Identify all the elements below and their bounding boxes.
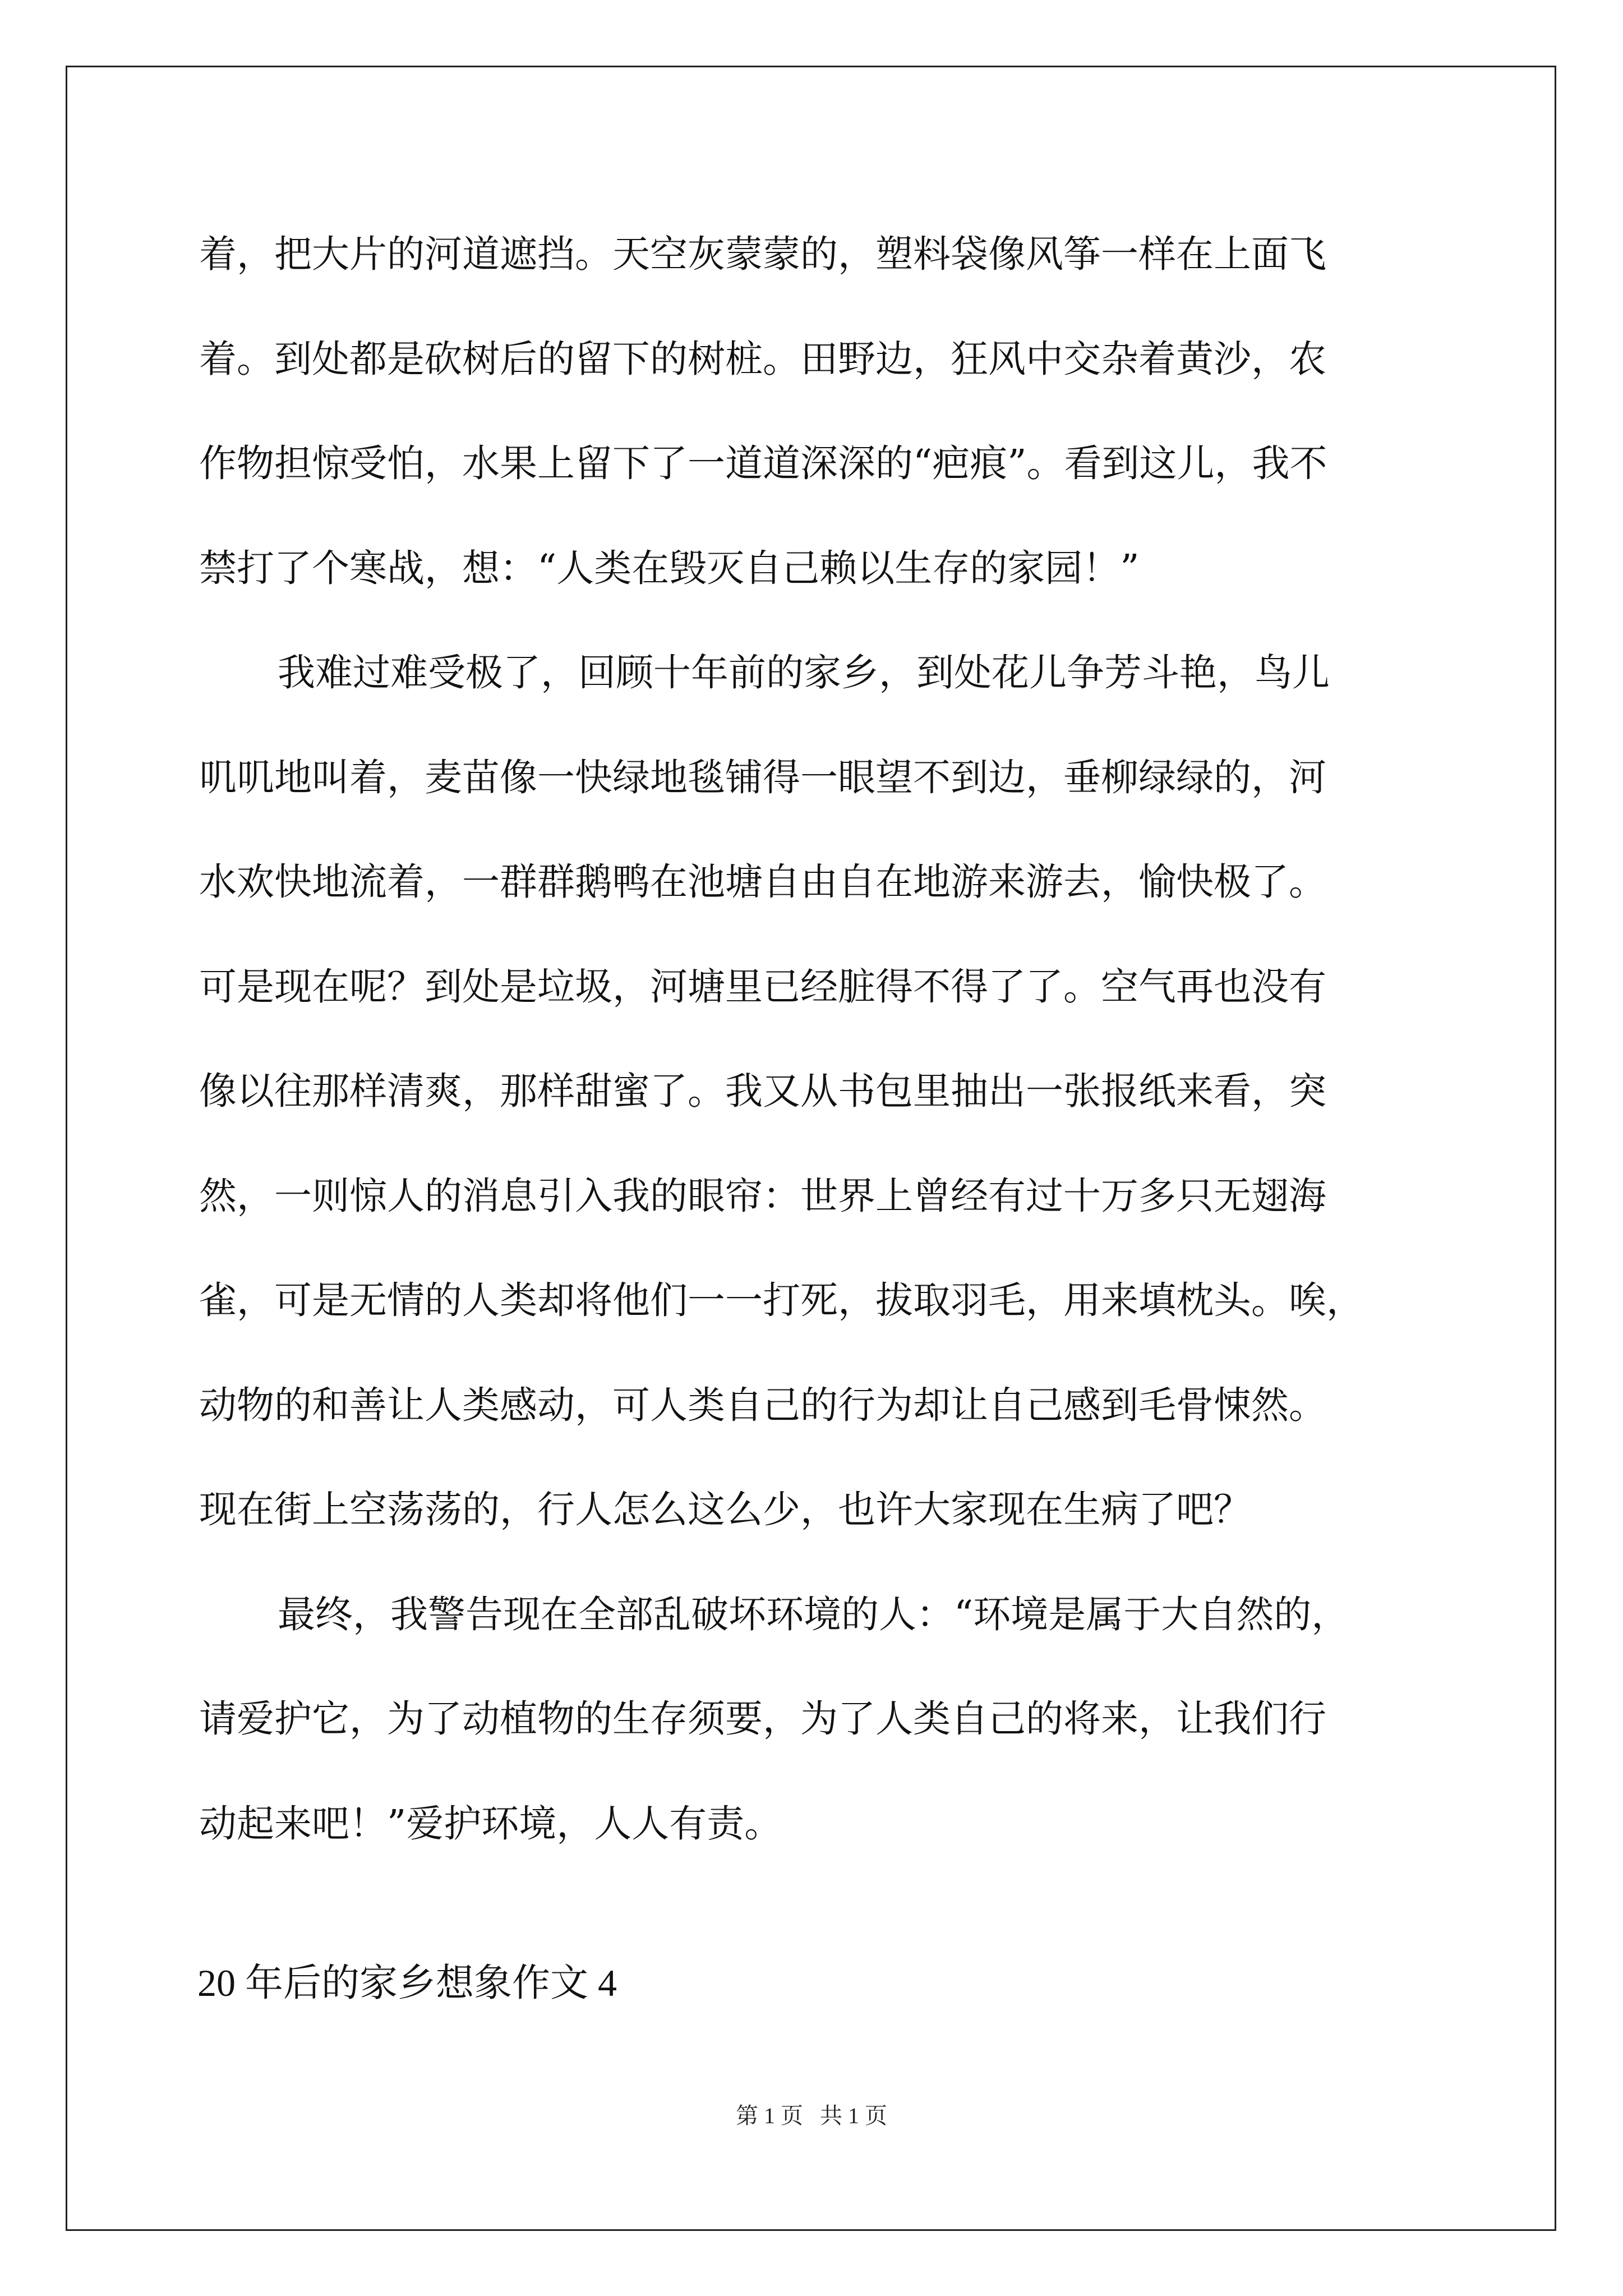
section-heading: 20 年后的家乡想象作文 4 (197, 1962, 617, 2004)
text-line: 动物的和善让人类感动，可人类自己的行为却让自己感到毛骨悚然。 (199, 1383, 1326, 1427)
text-line: 着，把大片的河道遮挡。天空灰蒙蒙的，塑料袋像风筝一样在上面飞 (199, 232, 1326, 276)
text-line: 着。到处都是砍树后的留下的树桩。田野边，狂风中交杂着黄沙，农 (199, 337, 1326, 381)
text-line: 像以往那样清爽，那样甜蜜了。我又从书包里抽出一张报纸来看，突 (199, 1069, 1326, 1113)
text-line: 雀，可是无情的人类却将他们一一打死，拔取羽毛，用来填枕头。唉， (199, 1278, 1364, 1322)
text-line: 然，一则惊人的消息引入我的眼帘：世界上曾经有过十万多只无翅海 (199, 1174, 1326, 1218)
text-line: 禁打了个寒战，想：“人类在毁灭自己赖以生存的家园！” (199, 546, 1140, 590)
text-line: 作物担惊受怕，水果上留下了一道道深深的“疤痕”。看到这儿，我不 (199, 441, 1327, 485)
text-line: 动起来吧！”爱护环境，人人有责。 (199, 1801, 782, 1846)
paragraph-start-line: 我难过难受极了，回顾十年前的家乡，到处花儿争芳斗艳，鸟儿 (278, 651, 1330, 694)
text-line: 叽叽地叫着，麦苗像一快绿地毯铺得一眼望不到边，垂柳绿绿的，河 (199, 755, 1326, 799)
text-line: 可是现在呢？到处是垃圾，河塘里已经脏得不得了了。空气再也没有 (199, 964, 1326, 1009)
text-line: 水欢快地流着，一群群鹅鸭在池塘自由自在地游来游去，愉快极了。 (199, 860, 1326, 904)
page-number-footer: 第 1 页 共 1 页 (736, 2103, 887, 2128)
text-line: 现在街上空荡荡的，行人怎么这么少，也许大家现在生病了吧？ (199, 1488, 1251, 1531)
text-line: 请爱护它，为了动植物的生存须要，为了人类自己的将来，让我们行 (199, 1697, 1326, 1741)
essay-body (199, 202, 1450, 1876)
paragraph-start-line: 最终，我警告现在全部乱破坏环境的人：“环境是属于大自然的， (278, 1592, 1349, 1636)
